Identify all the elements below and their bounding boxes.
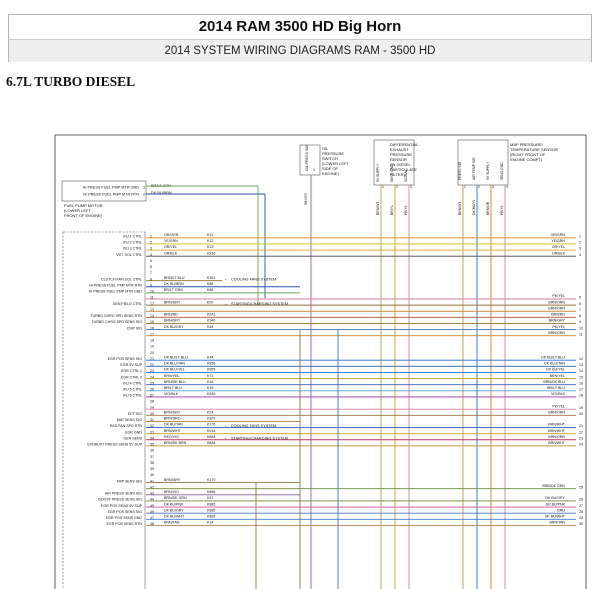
right-terminal-num: 15 bbox=[579, 375, 583, 380]
diff-exhaust-sensor-text: PRESSURE bbox=[390, 152, 413, 157]
pcm-pin-num: 47 bbox=[150, 516, 154, 521]
diff-exhaust-sensor-text: SENSOR bbox=[390, 157, 407, 162]
pcm-circuit-label: K88 bbox=[207, 281, 214, 286]
right-terminal-num: 21 bbox=[579, 424, 583, 429]
fuel-pump-pin-label: HI PRESS FUEL PMP MTR GND bbox=[82, 185, 139, 190]
pcm-pin-num: 39 bbox=[150, 467, 154, 472]
right-wire-label: OR/BLK bbox=[551, 251, 565, 256]
right-wire-label: BRN/ORN bbox=[548, 330, 565, 335]
pcm-pin-label: EGR GND bbox=[125, 430, 142, 435]
pcm-pin-label: INJ 1 CTRL bbox=[123, 234, 142, 239]
pcm-pin-num: 26 bbox=[150, 387, 154, 392]
pcm-pin-num: 48 bbox=[150, 522, 154, 527]
right-terminal-num: 25 bbox=[579, 485, 583, 490]
pcm-wire-label: BRN/DK BLU bbox=[164, 379, 186, 384]
connector-arrow: ← bbox=[224, 423, 229, 430]
pcm-wire-label: DK BLU/YEL bbox=[164, 367, 185, 372]
pcm-circuit-label: K339 bbox=[207, 392, 216, 397]
right-wire-label: BRN/WHT bbox=[548, 441, 565, 446]
map-sensor-text: TEMPERATURE SENSOR bbox=[510, 147, 558, 152]
diff-exhaust-wire-label: BRN/WT bbox=[376, 201, 380, 215]
pcm-pin-num: 19 bbox=[150, 344, 154, 349]
right-wire-label: YE/GRN bbox=[551, 239, 565, 244]
oil-pressure-switch-text: OIL bbox=[322, 146, 329, 151]
pcm-wire-label: BRN/LT BLU bbox=[164, 275, 185, 280]
pcm-wire-label: DK BLU/TAN bbox=[164, 361, 185, 366]
fuel-pump-box bbox=[62, 181, 146, 201]
pcm-wire-label: VIO/BLK bbox=[164, 392, 178, 397]
pcm-pin-label: INJ 3 CTRL bbox=[123, 246, 142, 251]
pcm-pin-num: 16 bbox=[150, 326, 154, 331]
right-terminal-num: 16 bbox=[579, 381, 583, 386]
right-wire-label: BRN/WHT bbox=[548, 428, 565, 433]
pcm-wire-label: YE/GRN bbox=[164, 239, 178, 244]
oil-pressure-switch-text: SIDE OF bbox=[322, 166, 339, 171]
diff-exhaust-pin-label: SIGNAL bbox=[404, 169, 408, 182]
right-wire-label: BRN/WHT bbox=[548, 422, 565, 427]
pcm-wire-label: OR/YEL bbox=[164, 245, 178, 250]
map-sensor-pin-label: SENS GND bbox=[500, 162, 504, 180]
pcm-pin-num: 9 bbox=[150, 283, 152, 288]
pcm-pin-label: EXHAUST PRESS SENS 5V SUP bbox=[87, 442, 142, 447]
map-sensor-wire-label: DK BU/YL bbox=[472, 199, 476, 215]
pcm-pin-num: 32 bbox=[150, 424, 154, 429]
pcm-wire-label: DK BU/TAN bbox=[164, 422, 183, 427]
pcm-pin-num: 18 bbox=[150, 338, 154, 343]
fuel-pump-text: FRONT OF ENGINE) bbox=[64, 213, 103, 218]
pcm-wire-label: BRN/GRY bbox=[164, 300, 181, 305]
pcm-circuit-label: K170 bbox=[207, 477, 216, 482]
pcm-wire-label: BRN/VIO bbox=[164, 490, 179, 495]
pcm-wire-label: BRN/GRY bbox=[164, 318, 181, 323]
pcm-circuit-label: K44 bbox=[207, 355, 214, 360]
pcm-pin-label: RAD FAN SPD RTN bbox=[109, 424, 142, 429]
right-terminal-num: 7 bbox=[579, 307, 581, 312]
cross-ref-note: COOLING FANS SYSTEM bbox=[231, 277, 277, 282]
right-wire-label: BR/LT BLU bbox=[547, 386, 565, 390]
pcm-pin-label: EGR 5V SUP bbox=[120, 363, 142, 368]
fuel-pump-text: FUEL PUMP MOTOR bbox=[64, 203, 103, 208]
connector-arrow: ← bbox=[224, 276, 229, 283]
pcm-pin-num: 1 bbox=[150, 234, 152, 239]
right-terminal-num: 10 bbox=[579, 326, 583, 331]
pcm-pin-num: 8 bbox=[150, 277, 152, 282]
map-sensor-pin-label: PRESS SIG bbox=[458, 161, 462, 180]
pcm-wire-label: BRN/DK GRN bbox=[164, 496, 187, 501]
right-wire-label: BRN/ORN bbox=[548, 300, 565, 305]
diff-exhaust-pin-label: 5V SUPPLY bbox=[376, 163, 380, 182]
right-wire-label: PK/YEL bbox=[552, 404, 565, 409]
pcm-pin-label: EGR POS SENS RTN bbox=[106, 522, 142, 527]
right-wire-label: DK BU/PNK bbox=[545, 502, 565, 507]
pcm-pin-num: 20 bbox=[150, 350, 154, 355]
right-terminal-num: 3 bbox=[579, 246, 581, 251]
map-sensor-text: (RIGHT FRONT OF bbox=[510, 152, 546, 157]
pcm-pin-num: 14 bbox=[150, 314, 154, 319]
diff-exhaust-pin-label: SENS GND bbox=[390, 164, 394, 182]
diff-exhaust-wire-label: BR/YL bbox=[390, 205, 394, 215]
pcm-circuit-label: K11 bbox=[207, 233, 214, 237]
pcm-pin-num: 29 bbox=[150, 405, 154, 410]
map-sensor-wire-label: PK/YL bbox=[500, 205, 504, 215]
right-wire-label: BRN/DK GRN bbox=[542, 483, 565, 488]
diff-exhaust-sensor-text: FILTER) bbox=[390, 172, 405, 177]
right-wire-label: BRN/ORN bbox=[548, 410, 565, 415]
pcm-wire-label: DK BU/GRY bbox=[164, 324, 184, 329]
right-wire-label: PK/YEL bbox=[552, 294, 565, 299]
pcm-wire-label: DK BU/LT BLU bbox=[164, 355, 188, 360]
pcm-pin-num: 45 bbox=[150, 503, 154, 508]
pcm-wire-label: BRN/DRO bbox=[164, 416, 181, 421]
map-sensor-pin-num: 4 bbox=[506, 185, 508, 189]
pcm-circuit-label: K88 bbox=[207, 288, 214, 293]
pcm-wire-label: DK BU/WHT bbox=[164, 514, 185, 519]
right-terminal-num: 27 bbox=[579, 503, 583, 508]
pcm-pin-label: FRP SENS SIG bbox=[116, 479, 142, 484]
fuel-pump-text: (LOWER LEFT bbox=[64, 208, 91, 213]
right-wire-label: BRN/ORN bbox=[548, 434, 565, 439]
right-terminal-num: 23 bbox=[579, 436, 583, 441]
map-sensor-text: ENGINE COMPT) bbox=[510, 157, 543, 162]
pcm-pin-label: HI PRESS FUEL PMP MTR RTN bbox=[89, 283, 142, 288]
pcm-pin-num: 28 bbox=[150, 399, 154, 404]
diff-exhaust-pin-num: 1 bbox=[382, 185, 384, 189]
pcm-pin-num: 31 bbox=[150, 418, 154, 423]
right-terminal-num: 19 bbox=[579, 405, 583, 410]
pcm-pin-label: INJ 6 CTRL bbox=[123, 393, 142, 398]
pcm-wire-label: BR/LT BLU bbox=[164, 386, 182, 390]
map-sensor-wire-label: BRN/WT bbox=[458, 201, 462, 215]
pcm-circuit-label: K15 bbox=[207, 386, 214, 390]
pcm-pin-num: 30 bbox=[150, 411, 154, 416]
pcm-pin-num: 13 bbox=[150, 307, 154, 312]
pcm-circuit-label: K914 bbox=[207, 428, 216, 433]
pcm-pin-num: 22 bbox=[150, 363, 154, 368]
right-terminal-num: 28 bbox=[579, 509, 583, 514]
pcm-circuit-label: K855 bbox=[207, 367, 216, 372]
pcm-circuit-label: K37 bbox=[207, 496, 214, 501]
right-wire-label: BRN/TAN bbox=[549, 520, 565, 525]
pcm-pin-num: 4 bbox=[150, 252, 152, 257]
pcm-pin-label: GEN SENS bbox=[123, 436, 142, 441]
fuel-pump-wire-label: DK BU/BRN bbox=[151, 191, 172, 195]
pcm-pin-label: EGR CTRL 1 bbox=[120, 369, 142, 374]
map-sensor-pin-num: 2 bbox=[478, 185, 480, 189]
pcm-wire-label: BR/LT GRN bbox=[164, 288, 183, 293]
pcm-pin-num: 41 bbox=[150, 479, 154, 484]
pcm-circuit-label: K24 bbox=[207, 410, 214, 415]
pcm-pin-num: 44 bbox=[150, 497, 154, 502]
right-terminal-num: 30 bbox=[579, 522, 583, 527]
pcm-circuit-label: K14 bbox=[207, 520, 214, 525]
pcm-circuit-label: K176 bbox=[207, 422, 216, 427]
pcm-pin-num: 3 bbox=[150, 246, 152, 251]
pcm-circuit-label: K12 bbox=[207, 239, 214, 244]
pcm-pin-num: 25 bbox=[150, 381, 154, 386]
pcm-circuit-label: K351 bbox=[207, 275, 216, 280]
right-wire-label: DK BU/YEL bbox=[546, 367, 565, 372]
right-wire-label: BRN/GRY bbox=[548, 318, 565, 323]
right-wire-label: BRN/ORN bbox=[548, 306, 565, 311]
pcm-pin-num: 12 bbox=[150, 301, 154, 306]
pcm-pin-label: CLUTCH FAN SOL CTRL bbox=[100, 277, 142, 282]
right-terminal-num: 22 bbox=[579, 430, 583, 435]
pcm-circuit-label: K884 bbox=[207, 441, 216, 446]
right-terminal-num: 18 bbox=[579, 393, 583, 398]
right-terminal-num: 17 bbox=[579, 387, 583, 392]
right-terminal-num: 14 bbox=[579, 369, 583, 374]
right-wire-label: BRN/DK BLU bbox=[543, 379, 565, 384]
diff-exhaust-sensor-text: EXHAUST bbox=[390, 147, 409, 152]
pcm-pin-label: INJ 5 CTRL bbox=[123, 387, 142, 392]
diff-exhaust-wire-label: PK/YL bbox=[404, 205, 408, 215]
pcm-pin-label: EGR POS SENS 5V SUP bbox=[101, 503, 142, 508]
diff-exhaust-sensor-text: PARTICULATE bbox=[390, 167, 417, 172]
right-wire-label: DK BU/LT BLU bbox=[541, 355, 565, 360]
pcm-pin-num: 38 bbox=[150, 460, 154, 465]
pcm-circuit-label: K241 bbox=[207, 312, 216, 317]
pcm-wire-label: BRN/GRY bbox=[164, 477, 181, 482]
pcm-pin-label: TURBO CHRG SPD SENS SIG bbox=[91, 320, 142, 325]
cross-ref-note: STARTING/CHARGING SYSTEM bbox=[231, 436, 289, 441]
pcm-circuit-label: K884 bbox=[207, 434, 216, 439]
pcm-pin-label: AIR PRESS SENS SIG bbox=[104, 491, 142, 496]
pcm-circuit-label: K13 bbox=[207, 245, 214, 250]
map-sensor-pin-num: 1 bbox=[464, 185, 466, 189]
oil-pressure-pin-num: 1 bbox=[313, 168, 315, 172]
pcm-pin-num: 34 bbox=[150, 436, 154, 441]
pcm-pin-num: 6 bbox=[150, 265, 152, 270]
pcm-pin-label: CMP SIG bbox=[126, 326, 142, 331]
pcm-circuit-label: K20 bbox=[207, 300, 214, 305]
oil-pressure-wire-label: WH/GY bbox=[304, 192, 308, 205]
pcm-wire-label: BRN/GRY bbox=[164, 410, 181, 415]
pcm-pin-label: HI PRESS FUEL PMP MTR GND bbox=[88, 289, 142, 294]
right-terminal-num: 12 bbox=[579, 356, 583, 361]
connector-arrow: ← bbox=[224, 435, 229, 442]
right-terminal-num: 24 bbox=[579, 442, 583, 447]
oil-pressure-switch-text: SWITCH bbox=[322, 156, 338, 161]
right-wire-label: BRN/YEL bbox=[549, 373, 565, 378]
map-sensor-pin-num: 3 bbox=[492, 185, 494, 189]
map-sensor-pin-label: 5V SUPPLY bbox=[486, 161, 490, 180]
right-terminal-num: 2 bbox=[579, 240, 581, 245]
right-wire-label: PK/YEL bbox=[552, 324, 565, 329]
pcm-pin-num: 5 bbox=[150, 258, 152, 263]
pcm-circuit-label: K14 bbox=[207, 379, 214, 384]
right-terminal-num: 8 bbox=[579, 314, 581, 319]
fuel-pump-pin-label: HI PRESS FUEL PMP MTR RTN bbox=[83, 192, 139, 197]
pcm-wire-label: BRN/RD bbox=[164, 312, 178, 317]
pcm-wire-label: BRN/DK BRN bbox=[164, 441, 187, 446]
pcm-pin-num: 7 bbox=[150, 271, 152, 276]
right-terminal-num: 26 bbox=[579, 497, 583, 502]
pcm-pin-label: ECT SIG bbox=[127, 411, 142, 416]
oil-pressure-switch-text: (LOWER LEFT bbox=[322, 161, 349, 166]
pcm-circuit-label: K885 bbox=[207, 514, 216, 519]
pcm-pin-num: 24 bbox=[150, 375, 154, 380]
map-sensor-wire-label: BRN/OR bbox=[486, 201, 490, 215]
pcm-pin-num: 2 bbox=[150, 240, 152, 245]
pcm-pin-num: 21 bbox=[150, 356, 154, 361]
pcm-pin-label: INJ 4 CTRL bbox=[123, 381, 142, 386]
pcm-circuit-label: K340 bbox=[207, 318, 216, 323]
right-terminal-num: 6 bbox=[579, 301, 581, 306]
pcm-pin-num: 27 bbox=[150, 393, 154, 398]
fuel-pump-pin-num: 2 bbox=[143, 192, 146, 197]
right-wire-label: DK BLU/TAN bbox=[544, 361, 565, 366]
cross-ref-note: STARTING/CHARGING SYSTEM bbox=[231, 301, 289, 306]
pcm-pin-num: 11 bbox=[150, 295, 154, 300]
pcm-wire-label: BRN/YEL bbox=[164, 373, 180, 378]
diff-exhaust-pin-num: 3 bbox=[410, 185, 412, 189]
diff-exhaust-pin-num: 2 bbox=[396, 185, 398, 189]
pcm-circuit-label: K71 bbox=[207, 373, 214, 378]
right-wire-label: BRN/RD bbox=[551, 312, 565, 317]
pcm-wire-label: DK BU/GRY bbox=[164, 508, 184, 513]
right-terminal-num: 20 bbox=[579, 411, 583, 416]
right-terminal-num: 4 bbox=[579, 252, 581, 257]
right-terminal-num: 5 bbox=[579, 295, 581, 300]
right-terminal-num: 13 bbox=[579, 363, 583, 368]
pcm-circuit-label: K885 bbox=[207, 508, 216, 513]
oil-pressure-switch-text: ENGINE) bbox=[322, 171, 339, 176]
pcm-wire-label: BRN/TAN bbox=[164, 520, 180, 525]
fuel-pump-pin-num: 1 bbox=[143, 185, 146, 190]
map-sensor-text: MAP PRESSURE/ bbox=[510, 142, 543, 147]
right-terminal-num: 9 bbox=[579, 320, 581, 325]
diff-exhaust-sensor-text: DIFFERENTIAL bbox=[390, 142, 419, 147]
right-wire-label: BRU bbox=[557, 508, 565, 513]
right-terminal-num: 11 bbox=[579, 332, 583, 337]
map-sensor-pin-label: AIR TEMP SIG bbox=[472, 157, 476, 180]
pcm-circuit-label: K856 bbox=[207, 490, 216, 495]
pcm-pin-label: VGT SOL CTRL bbox=[116, 252, 142, 257]
pcm-pin-num: 37 bbox=[150, 454, 154, 459]
connector-arrow: ← bbox=[224, 300, 229, 307]
pcm-pin-label: INJ 2 CTRL bbox=[123, 240, 142, 245]
pcm-pin-num: 42 bbox=[150, 485, 154, 490]
page-title: 2014 RAM 3500 HD Big Horn bbox=[9, 15, 591, 40]
right-wire-label: VIO/BLK bbox=[551, 392, 565, 397]
fuel-pump-wire-label: BR/LT GRN bbox=[151, 184, 171, 188]
pcm-wire-label: DK BU/BRN bbox=[164, 281, 184, 286]
pcm-pin-num: 17 bbox=[150, 332, 154, 337]
cross-ref-note: COOLING FANS SYSTEM bbox=[231, 424, 277, 429]
right-wire-label: DK BU/GRY bbox=[545, 496, 565, 501]
pcm-pin-num: 23 bbox=[150, 369, 154, 374]
pcm-pin-num: 40 bbox=[150, 473, 154, 478]
pcm-pin-num: 10 bbox=[150, 289, 154, 294]
pcm-pin-label: EGR POS SENS SIG bbox=[107, 509, 142, 514]
pcm-circuit-label: K336 bbox=[207, 251, 216, 256]
oil-pressure-switch-text: PRESSURE bbox=[322, 151, 345, 156]
right-wire-label: OR/YEL bbox=[551, 245, 565, 250]
section-title: 6.7L TURBO DIESEL bbox=[6, 74, 136, 89]
right-wire-label: DK BU/WHT bbox=[544, 514, 565, 519]
diff-exhaust-sensor-text: (IN DIESEL bbox=[390, 162, 411, 167]
right-terminal-num: 29 bbox=[579, 516, 583, 521]
pcm-circuit-label: K855 bbox=[207, 361, 216, 366]
pcm-wire-label: OR/GRN bbox=[164, 233, 179, 237]
pcm-circuit-label: K44 bbox=[207, 324, 214, 329]
pcm-pin-label: GEN FIELD CTRL bbox=[112, 301, 142, 306]
page-subtitle: 2014 SYSTEM WIRING DIAGRAMS RAM - 3500 HD bbox=[9, 40, 591, 62]
pcm-pin-label: EGR POS SENS GND bbox=[105, 516, 142, 521]
pcm-pin-num: 15 bbox=[150, 320, 154, 325]
pcm-pin-label: BOOST PRESS SENS SIG bbox=[98, 497, 142, 502]
pcm-pin-label: EGR CTRL 2 bbox=[120, 375, 142, 380]
pcm-pin-label: TURBO CHRG SPD SENS RTN bbox=[90, 314, 142, 319]
pcm-wire-label: RED/VIO bbox=[164, 434, 179, 439]
pcm-wire-label: DK BU/PNK bbox=[164, 502, 184, 507]
pcm-pin-num: 35 bbox=[150, 442, 154, 447]
pcm-wire-label: BRN/WHT bbox=[164, 428, 181, 433]
pcm-pin-label: MAT SENS SIG bbox=[116, 418, 142, 423]
right-terminal-num: 1 bbox=[579, 234, 581, 239]
oil-pressure-pin-label: OIL PRESS SW bbox=[305, 145, 309, 171]
oil-pressure-switch-box bbox=[300, 145, 320, 175]
pcm-pin-num: 36 bbox=[150, 448, 154, 453]
pcm-circuit-label: K885 bbox=[207, 502, 216, 507]
pcm-pin-num: 46 bbox=[150, 509, 154, 514]
pcm-pin-num: 33 bbox=[150, 430, 154, 435]
pcm-pin-num: 43 bbox=[150, 491, 154, 496]
pcm-pin-label: EGR POS SENS SIG bbox=[107, 356, 142, 361]
pcm-wire-label: OR/BLK bbox=[164, 251, 178, 256]
pcm-circuit-label: K207 bbox=[207, 416, 216, 421]
right-wire-label: OR/GRN bbox=[550, 233, 565, 237]
